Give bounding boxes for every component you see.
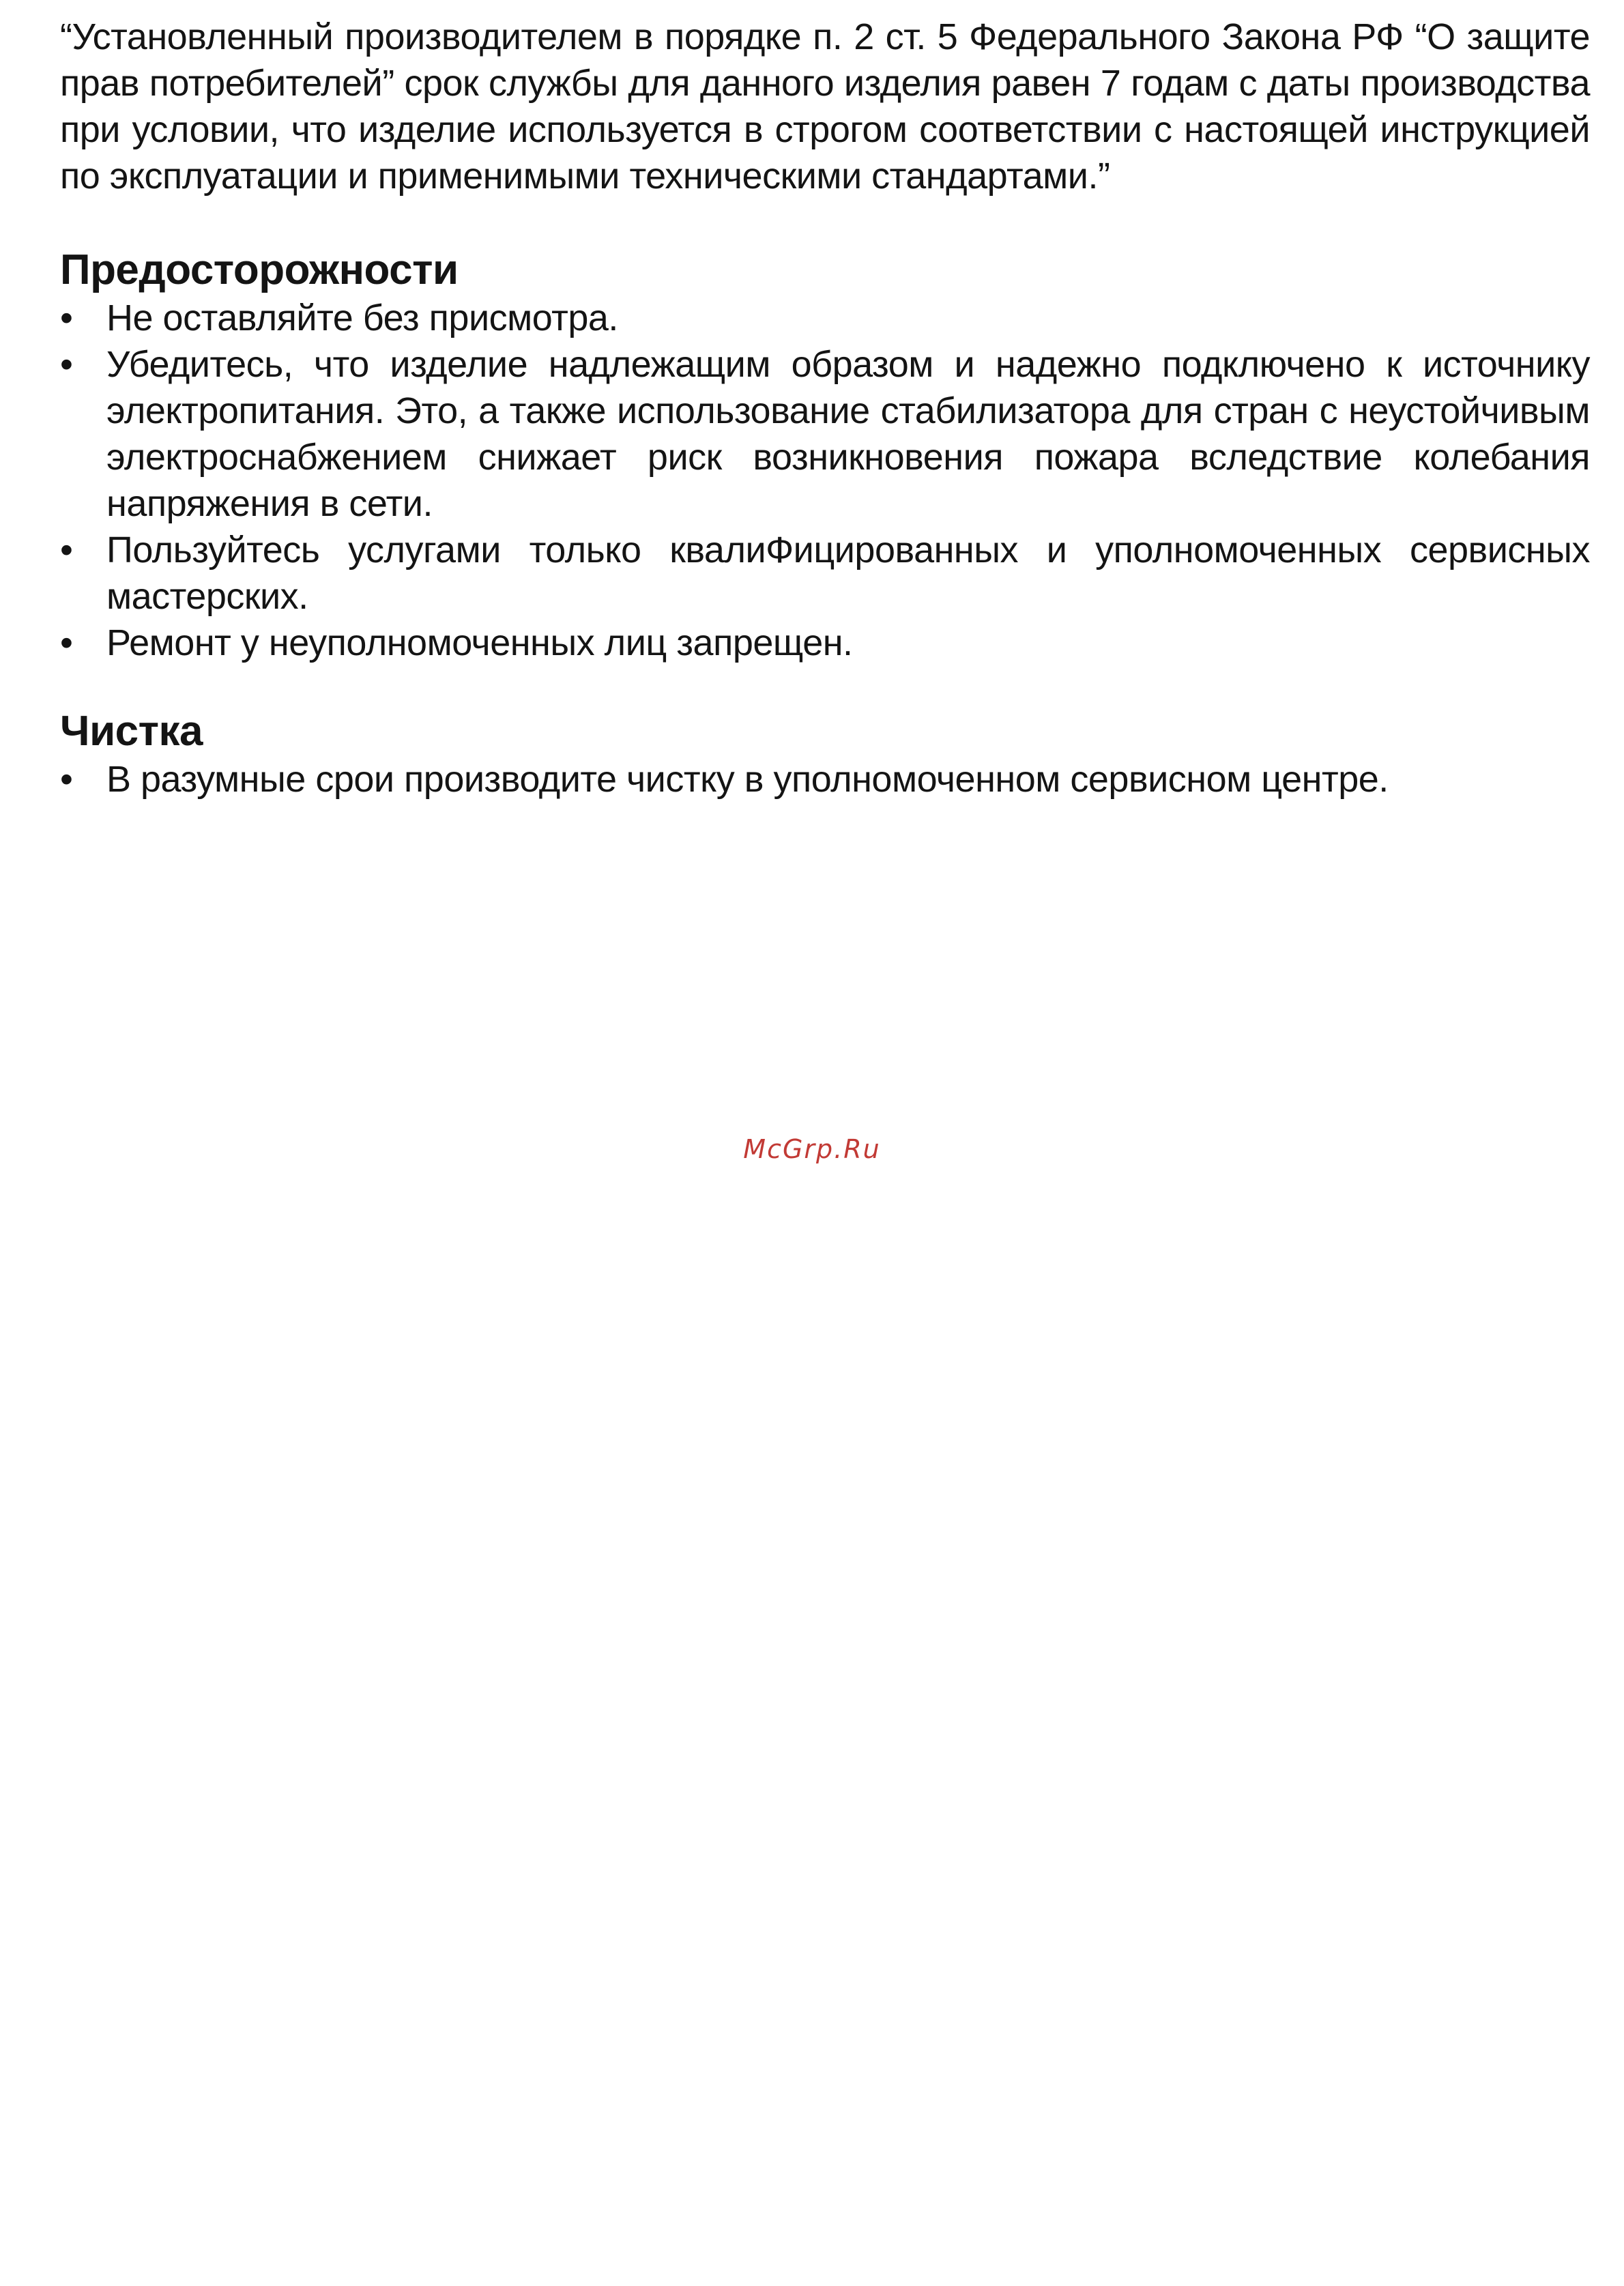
list-item-text: Ремонт у неуполномоченных лиц запрещен. [106, 622, 853, 663]
bullet-marker: • [60, 759, 73, 800]
list-item [60, 620, 1590, 666]
bullet-marker: • [60, 530, 73, 570]
cleaning-heading: Чистка [60, 708, 203, 755]
list-item [60, 341, 1590, 527]
bullet-marker: • [60, 622, 73, 663]
bullet-marker: • [60, 298, 73, 338]
list-item [60, 295, 1590, 341]
list-item-text: Пользуйтесь услугами только квалиФицированных и уполномоченных сервисных мастерских. [106, 530, 1590, 617]
list-item-text: В разумные срои производите чистку в уполномоченном сервисном центре. [106, 759, 1389, 800]
bullet-marker: • [60, 344, 73, 385]
intro-paragraph: “Установленный производителем в порядке п. 2 ст. 5 Федерального Закона РФ “О защите прав потребителей” срок службы для данного изделия равен 7 годам с даты производства при условии, что изделие используется в строгом соответствии с настоящей инструкцией по эксплуатации и применимыми техническими стандартами.” [60, 16, 1590, 197]
document-page [60, 14, 1590, 802]
list-item-text: Не оставляйте без присмотра. [106, 298, 618, 338]
list-item [60, 756, 1590, 802]
list-item-text: Убедитесь, что изделие надлежащим образом и надежно подключено к источнику электропитания. Это, а также использование стабилизатора для стран с неустойчивым электроснабжением снижает риск возникновения пожара вследствие колебания напряжения в сети. [106, 344, 1590, 524]
precautions-heading: Предосторожности [60, 246, 459, 293]
cleaning-list [60, 756, 1590, 802]
list-item [60, 527, 1590, 620]
precautions-list [60, 295, 1590, 666]
watermark-text: McGrp.Ru [743, 1134, 881, 1164]
